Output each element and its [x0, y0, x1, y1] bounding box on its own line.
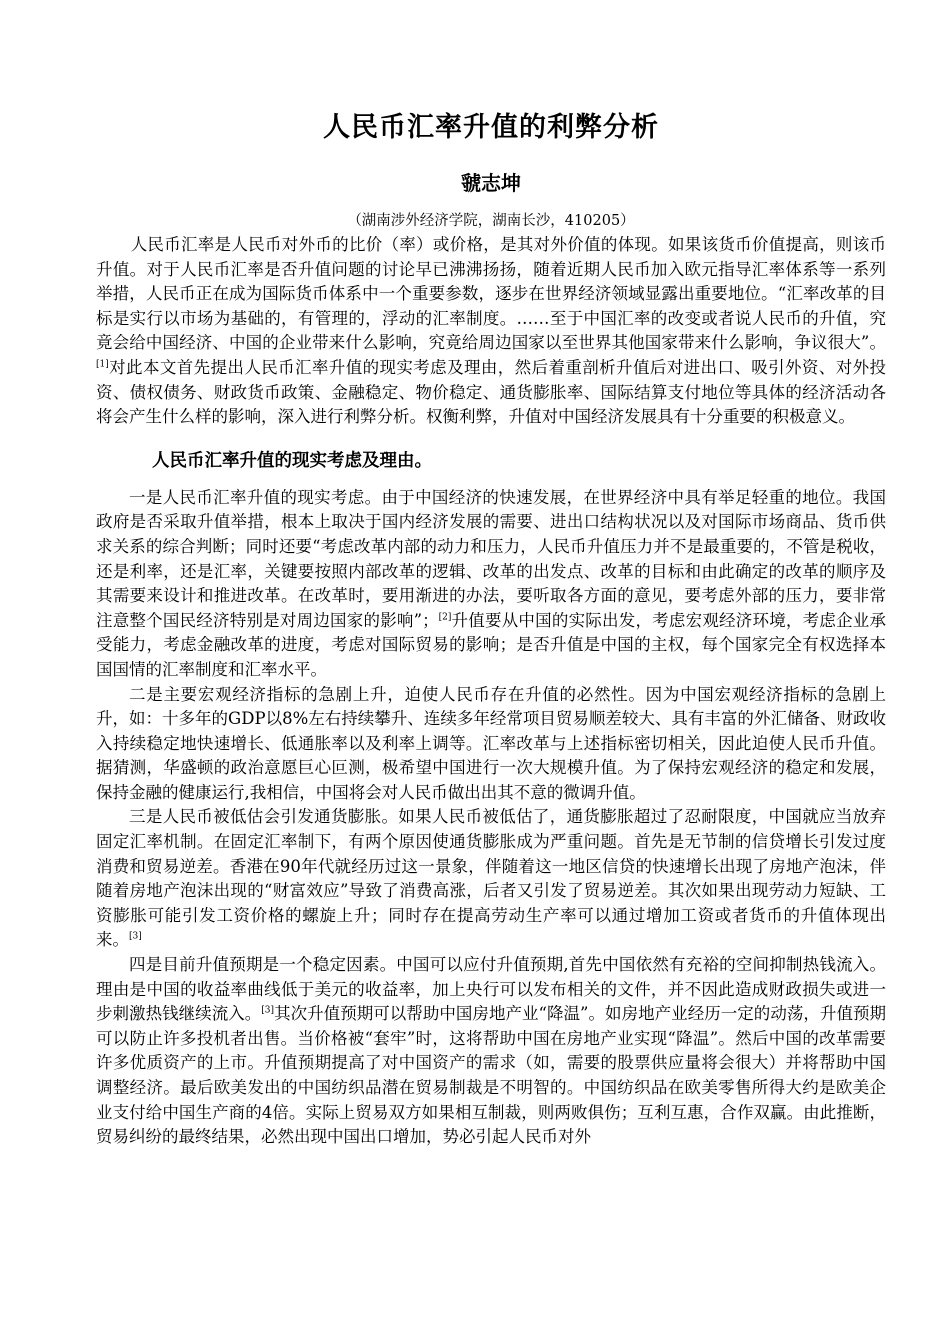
- paragraph-4-text-part2: 其次升值预期可以帮助中国房地产业“降温”。如房地产业经历一定的动荡，升值预期可以防止许多投机者出售。当价格被“套牢”时，这将帮助中国在房地产业实现“降温”。然后中国的改革需要许多优质资产的上市。升值预期提高了对中国资产的需求（如，需要的股票供应量将会很大）并将帮助中国调整经济。最后欧美发出的中国纺织品潜在贸易制裁是不明智的。中国纺织品在欧美零售所得大约是欧美企业支付给中国生产商的4倍。实际上贸易双方如果相互制裁，则两败俱伤；互利互惠，合作双赢。由此推断，贸易纠纷的最终结果，必然出现中国出口增加，势必引起人民币对外: [96, 1004, 887, 1147]
- paragraph-4-text-part1: 四是目前升值预期是一个稳定因素。中国可以应付升值预期,首先中国依然有充裕的空间抑制热钱流入。理由是中国的收益率曲线低于美元的收益率，加上央行可以发布相关的文件，并不因此造成财政损失或进一步刺激热钱继续流入。: [96, 955, 886, 1024]
- paragraph-1-text-part2: 升值要从中国的实际出发，考虑宏观经济环境，考虑企业承受能力，考虑金融改革的进度，考虑对国际贸易的影响；是否升值是中国的主权，每个国家完全有权选择本国国情的汇率制度和汇率水平。: [96, 610, 887, 679]
- intro-text-part1: 人民币汇率是人民币对外币的比价（率）或价格，是其对外价值的体现。如果该货币价值提高，则该币升值。对于人民币汇率是否升值问题的讨论早已沸沸扬扬，随着近期人民币加入欧元指导汇率体系等一系列举措，人民币正在成为国际货币体系中一个重要参数，逐步在世界经济领域显露出重要地位。“汇率改革的目标是实行以市场为基础的，有管理的，浮动的汇率制度。……至于中国汇率的改变或者说人民币的升值，究竟会给中国经济、中国的企业带来什么影响，究竟给周边国家以至世界其他国家带来什么影响，争议很大”。: [96, 235, 886, 353]
- citation-ref-3b[interactable]: [3]: [261, 1005, 275, 1016]
- section-paragraph-1: [96, 486, 886, 683]
- paragraph-3-text: 三是人民币被低估会引发通货膨胀。如果人民币被低估了，通货膨胀超过了忍耐限度，中国就应当放弃固定汇率机制。在固定汇率制下，有两个原因使通货膨胀成为严重问题。首先是无节制的信贷增长引发过度消费和贸易逆差。香港在90年代就经历过这一景象，伴随着这一地区信贷的快速增长出现了房地产泡沫，伴随着房地产泡沫出现的“财富效应”导致了消费高涨，后者又引发了贸易逆差。其次如果出现劳动力短缺、工资膨胀可能引发工资价格的螺旋上升；同时存在提高劳动生产率可以通过增加工资或者货币的升值体现出来。: [96, 807, 886, 950]
- citation-ref-3[interactable]: [3]: [129, 931, 142, 942]
- page-title: 人民币汇率升值的利弊分析: [323, 112, 659, 143]
- section-paragraph-2: 二是主要宏观经济指标的急剧上升，迫使人民币存在升值的必然性。因为中国宏观经济指标的急剧上升，如：十多年的GDP以8%左右持续攀升、连续多年经常项目贸易顺差较大、具有丰富的外汇储备、财政收入持续稳定地快速增长、低通胀率以及利率上调等。汇率改革与上述指标密切相关，因此迫使人民币升值。据猜测，华盛顿的政治意愿巨心叵测，极希望中国进行一次大规模升值。为了保持宏观经济的稳定和发展，保持金融的健康运行,我相信，中国将会对人民币做出出其不意的微调升值。: [96, 684, 886, 802]
- citation-ref-1[interactable]: [1]: [96, 359, 109, 370]
- citation-ref-2[interactable]: [2]: [438, 612, 452, 623]
- intro-text-part2: 对此本文首先提出人民币汇率升值的现实考虑及理由，然后着重剖析升值后对进出口、吸引外资、对外投资、债权债务、财政货币政策、金融稳定、物价稳定、通货膨胀率、国际结算支付地位等具体的经济活动各将会产生什么样的影响，深入进行利弊分析。权衡利弊，升值对中国经济发展具有十分重要的积极意义。: [96, 357, 886, 427]
- author-name: 虢志坤: [461, 171, 521, 195]
- author-affiliation: （湖南涉外经济学院，湖南长沙，410205）: [347, 213, 635, 229]
- section-heading: 人民币汇率升值的现实考虑及理由。: [152, 450, 432, 471]
- document-page: [96, 108, 886, 1150]
- paragraph-1-text-part1: 一是人民币汇率升值的现实考虑。由于中国经济的快速发展，在世界经济中具有举足轻重的地位。我国政府是否采取升值举措，根本上取决于国内经济发展的需要、进出口结构状况以及对国际市场商品、货币供求关系的综合判断；同时还要“考虑改革内部的动力和压力，人民币升值压力并不是最重要的，不管是税收，还是利率，还是汇率，关键要按照内部改革的逻辑、改革的出发点、改革的目标和由此确定的改革的顺序及其需要来设计和推进改革。在改革时，要用渐进的办法，要听取各方面的意见，要考虑外部的压力，要非常注意整个国民经济特别是对周边国家的影响”；: [96, 487, 886, 630]
- section-paragraph-4: [96, 953, 886, 1150]
- section-paragraph-3: [96, 805, 886, 953]
- intro-paragraph: [96, 233, 886, 430]
